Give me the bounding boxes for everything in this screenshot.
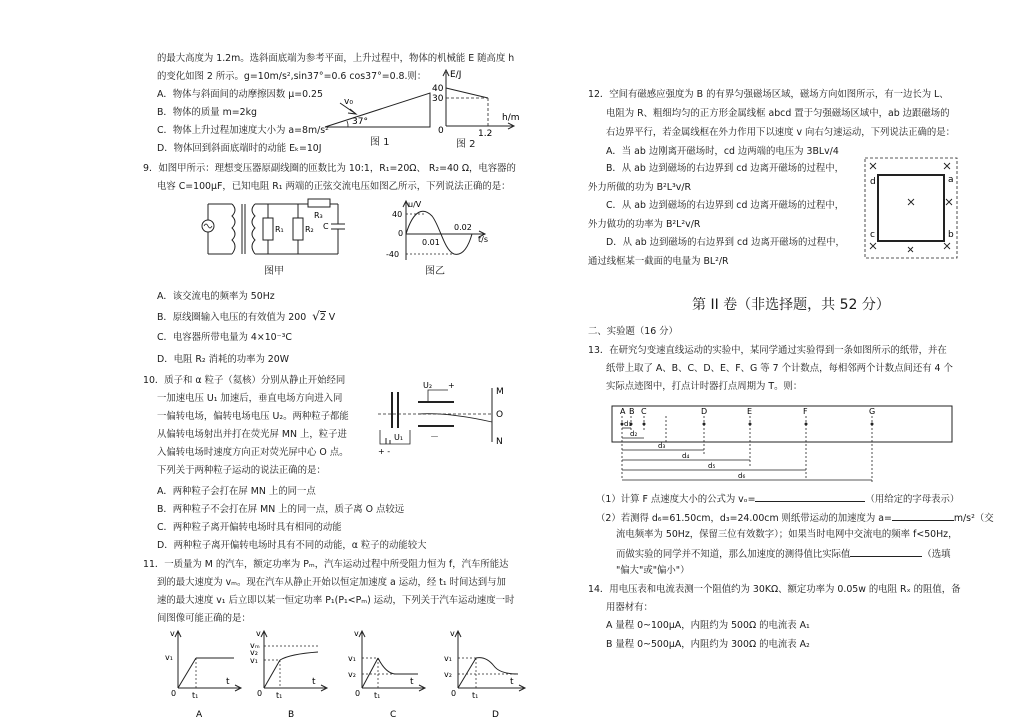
q12-option-c-line1: C．从 ab 边到磁场的右边界到 cd 边离开磁场的过程中， xyxy=(606,200,845,211)
q11-c-label: C xyxy=(390,710,397,720)
q12-line2: 电阻为 R、粗细均匀的正方形金属线框 abcd 置于匀强磁场区域中，ab 边跟磁场的 xyxy=(606,108,950,119)
q10-fig-o: O xyxy=(496,410,504,420)
q11-b-t1: t₁ xyxy=(276,691,283,700)
q11-d-v1: v₁ xyxy=(444,654,452,663)
q8-option-d: D．物体回到斜面底端时的动能 Eₖ=10J xyxy=(157,143,322,154)
q10-fig-u1: U₁ xyxy=(394,433,404,442)
q10-fig-u2: U₂ xyxy=(423,381,433,390)
q8-fig2-origin: 0 xyxy=(438,126,444,136)
q8-fig2-caption: 图 2 xyxy=(456,139,476,150)
q11-a-label: A xyxy=(196,710,203,720)
q11-a-o: 0 xyxy=(171,689,177,698)
q9-option-b-unit: V xyxy=(328,312,336,323)
q12-option-d-line2: 通过线框某一截面的电量为 BL²/R xyxy=(588,256,729,267)
q10-fig-plus: + xyxy=(448,381,455,390)
q10-option-b: B．两种粒子不会打在屏 MN 上的同一点，质子离 O 点较远 xyxy=(157,504,405,515)
q11-line3: 速的最大速度 v₁ 后立即以某一恒定功率 P₁(P₁<Pₘ) 运动，下列关于汽车运动速度一时 xyxy=(157,595,515,606)
q9-wave-y40: 40 xyxy=(392,210,403,219)
tape-point-b: B xyxy=(629,407,635,416)
q8-fig2-x12: 1.2 xyxy=(478,129,493,138)
q11-d-t1: t₁ xyxy=(472,691,479,700)
q11-a-v: v xyxy=(170,629,175,638)
q11-c-t: t xyxy=(410,677,414,687)
q13-sub2-line4: "偏大"或"偏小"） xyxy=(616,565,690,576)
q12-line1: 12．空间有磁感应强度为 B 的有界匀强磁场区域，磁场方向如图所示，有一边长为 L、 xyxy=(588,89,949,100)
q11-a-t: t xyxy=(226,677,230,687)
q11-graph-d xyxy=(440,628,530,723)
q8-option-b: B．物体的质量 m=2kg xyxy=(157,107,257,118)
q10-option-d: D．两种粒子离开偏转电场时具有不同的动能，α 粒子的动能较大 xyxy=(157,540,427,551)
q8-stem-line2: 的变化如图 2 所示。g=10m/s²,sin37°=0.6 cos37°=0.8.则： xyxy=(157,71,427,82)
q10-option-c: C．两种粒子离开偏转电场时具有相同的动能 xyxy=(157,522,342,533)
q13-sub2-text: （2）若测得 d₆=61.50cm，d₃=24.00cm 则纸带运动的加速度为 a= xyxy=(596,513,892,524)
q9-wave-origin: 0 xyxy=(398,229,404,238)
q13-sub2-unit: m/s²（交 xyxy=(953,513,994,524)
q12-fig-c: c xyxy=(870,230,875,240)
q9-fig-r2: R₂ xyxy=(305,225,314,234)
q8-option-c: C．物体上升过程加速度大小为 a=8m/s² xyxy=(157,125,329,136)
q9-option-d: D．电阻 R₂ 消耗的功率为 20W xyxy=(157,354,290,365)
q9-fig-r3: R₃ xyxy=(314,211,323,220)
q12-option-b-line2: 外力所做的功为 B²L³v/R xyxy=(588,182,691,193)
q8-fig2-y30: 30 xyxy=(432,94,444,104)
q11-c-o: 0 xyxy=(355,689,361,698)
q10-line5: 入偏转电场时速度方向正对荧光屏中心 O 点。 xyxy=(157,447,349,458)
q9-wave-xlabel: t/s xyxy=(478,235,488,244)
q13-line2: 纸带上取了 A、B、C、D、E、F、G 等 7 个计数点，每相邻两个计数点间还有 4 个 xyxy=(606,363,953,374)
q11-d-t: t xyxy=(510,677,514,687)
q9-figure-voltage-wave xyxy=(384,198,494,264)
q12-fig-b: b xyxy=(948,230,954,240)
q11-line4: 间图像可能正确的是： xyxy=(157,613,251,624)
q13-sub2-compare-blank[interactable] xyxy=(850,546,922,557)
q11-graph-c xyxy=(344,628,429,723)
tape-d3: d₃ xyxy=(658,442,666,450)
q9-wave-t002: 0.02 xyxy=(454,223,472,232)
q14-line1: 14．用电压表和电流表测一个阻值约为 30KΩ、额定功率为 0.05w 的电阻 Rₓ 的阻值，备 xyxy=(588,584,961,595)
tape-d5: d₅ xyxy=(708,462,716,470)
q12-fig-d: d xyxy=(870,177,876,187)
q10-figure-deflection xyxy=(368,378,518,458)
q13-sub2-accel-blank[interactable] xyxy=(892,510,954,521)
q9-wave-yneg40: -40 xyxy=(386,250,400,259)
tape-d2: d₂ xyxy=(630,430,638,438)
q9-figure-circuit xyxy=(198,196,363,264)
tape-point-f: F xyxy=(803,407,808,416)
q8-fig2-ylabel: E/J xyxy=(450,70,462,80)
q10-option-a: A．两种粒子会打在屏 MN 上的同一点 xyxy=(157,486,316,497)
q14-option-a: A 量程 0~100μA，内阻约为 500Ω 的电流表 A₁ xyxy=(606,620,810,631)
q13-sub1 xyxy=(596,491,959,506)
q13-sub1-text: （1）计算 F 点速度大小的公式为 vₒ= xyxy=(596,494,756,505)
q10-line3: 一偏转电场，偏转电场电压 U₂。两种粒子都能 xyxy=(157,411,349,422)
q13-sub1-answer-blank[interactable] xyxy=(755,491,865,502)
q8-stem-line1: 的最大高度为 1.2m。选斜面底端为参考平面，上升过程中，物体的机械能 E 随高度 h xyxy=(157,53,515,64)
tape-point-e: E xyxy=(747,407,753,416)
tape-d1-small: d₁ xyxy=(624,420,632,428)
q8-option-a: A．物体与斜面间的动摩擦因数 μ=0.25 xyxy=(157,89,323,100)
q8-figure2-graph xyxy=(428,68,528,138)
q12-option-c-line2: 外力做功的功率为 B²L²v/R xyxy=(588,219,701,230)
q9-option-b xyxy=(157,310,335,324)
q10-line6: 下列关于两种粒子运动的说法正确的是： xyxy=(157,465,326,476)
q10-fig-m: M xyxy=(496,387,504,397)
part2-title: 第 II 卷（非选择题，共 52 分） xyxy=(692,297,890,313)
tape-d4: d₄ xyxy=(682,452,690,460)
q11-a-v1: v₁ xyxy=(165,653,173,662)
tape-point-a: A xyxy=(620,407,626,416)
experiment-section-header: 二、实验题（16 分） xyxy=(588,326,678,337)
tape-point-d: D xyxy=(701,407,708,416)
q9-fig-wave-caption: 图乙 xyxy=(425,266,445,277)
q12-option-b-line1: B．从 ab 边到磁场的右边界到 cd 边离开磁场的过程中， xyxy=(606,163,845,174)
q10-fig-pm: + - xyxy=(378,447,391,456)
q11-c-v2: v₂ xyxy=(348,670,356,679)
sqrt-symbol: √ xyxy=(312,309,320,323)
q8-fig1-caption: 图 1 xyxy=(370,137,390,148)
q8-fig1-v0-label: v₀ xyxy=(344,97,353,107)
q11-b-t: t xyxy=(312,677,316,687)
q8-fig2-xlabel: h/m xyxy=(502,113,520,123)
q12-option-a: A．当 ab 边刚离开磁场时，cd 边两端的电压为 3BLv/4 xyxy=(606,146,839,157)
q9-stem-line2: 电容 C=100μF，已知电阻 R₁ 两端的正弦交流电压如图乙所示，下列说法正确的是： xyxy=(157,181,511,192)
q9-option-c: C．电容器所带电量为 4×10⁻³C xyxy=(157,332,292,343)
q11-b-label: B xyxy=(288,710,295,720)
q14-line2: 用器材有： xyxy=(606,602,653,613)
q9-fig-r1: R₁ xyxy=(275,225,284,234)
q9-wave-t001: 0.01 xyxy=(422,238,440,247)
q11-b-o: 0 xyxy=(257,689,263,698)
q11-line2: 到的最大速度为 vₘ。现在汽车从静止开始以恒定加速度 a 运动，经 t₁ 时间达到与加 xyxy=(157,577,506,588)
right-column xyxy=(540,0,1024,723)
q11-b-vm: vₘ xyxy=(250,641,260,650)
q10-fig-n: N xyxy=(496,437,503,447)
q11-c-t1: t₁ xyxy=(374,691,381,700)
q11-c-v: v xyxy=(354,629,359,638)
q9-option-b-radicand: 2 xyxy=(319,312,326,323)
q13-sub2-line1 xyxy=(596,510,994,525)
q11-d-v: v xyxy=(450,629,455,638)
q13-line3: 实际点迹图中，打点计时器打点周期为 T。则： xyxy=(606,381,803,392)
q11-d-o: 0 xyxy=(451,689,457,698)
q11-graph-a xyxy=(160,628,245,723)
q9-option-a: A．该交流电的频率为 50Hz xyxy=(157,291,275,302)
q9-stem-line1: 9．如图甲所示：理想变压器原副线圈的匝数比为 10:1，R₁=20Ω、 R₂=40 Ω，电容器的 xyxy=(143,163,516,174)
q8-fig2-y40: 40 xyxy=(432,84,444,94)
q13-sub2-line3-tail: （选填 xyxy=(922,549,951,560)
q11-line1: 11．一质量为 M 的汽车，额定功率为 Pₘ，汽车运动过程中所受阻力恒为 f，汽车所能达 xyxy=(143,559,509,570)
q9-fig-circuit-caption: 图甲 xyxy=(264,266,284,277)
tape-d6: d₆ xyxy=(738,472,746,480)
q13-sub2-line3 xyxy=(616,546,951,561)
q11-d-v2: v₂ xyxy=(444,670,452,679)
q11-b-v1: v₁ xyxy=(250,656,258,665)
q8-fig1-angle-label: 37° xyxy=(352,117,368,127)
q14-option-b: B 量程 0~500μA，内阻约为 300Ω 的电流表 A₂ xyxy=(606,639,810,650)
q10-line1: 10．质子和 α 粒子（氦核）分别从静止开始经同 xyxy=(143,375,346,386)
q12-option-d-line1: D．从 ab 边到磁场的右边界到 cd 边离开磁场的过程中， xyxy=(606,237,845,248)
q9-option-b-text: B．原线圈输入电压的有效值为 200 xyxy=(157,312,307,323)
q9-wave-ylabel: u/V xyxy=(408,200,422,209)
q11-a-t1: t₁ xyxy=(192,691,199,700)
q13-line1: 13．在研究匀变速直线运动的实验中，某同学通过实验得到一条如图所示的纸带，并在 xyxy=(588,345,947,356)
q11-b-v2: v₂ xyxy=(250,648,258,657)
q13-sub1-tail: （用给定的字母表示） xyxy=(865,494,960,505)
tape-point-g: G xyxy=(869,407,876,416)
q11-b-v: v xyxy=(256,629,261,638)
q10-fig-minus: － xyxy=(430,433,440,443)
tape-point-c: C xyxy=(641,407,647,416)
q10-line4: 从偏转电场射出并打在荧光屏 MN 上，粒子进 xyxy=(157,429,347,440)
q9-fig-c: C xyxy=(323,222,329,231)
q11-graph-b xyxy=(246,628,331,723)
q12-figure-magnetic-field xyxy=(862,155,962,263)
q13-sub2-line3-text: 而做实验的同学并不知道，那么加速度的测得值比实际值 xyxy=(616,549,851,560)
q13-sub2-line2: 流电频率为 50Hz，保留三位有效数字）；如果当时电网中交流电的频率 f<50Hz， xyxy=(616,529,958,540)
q11-c-v1: v₁ xyxy=(348,654,356,663)
q10-line2: 一加速电压 U₁ 加速后，垂直电场方向进入同 xyxy=(157,393,343,404)
q12-line3: 右边界平行，若金属线框在外力作用下以速度 v 向右匀速运动，下列说法正确的是： xyxy=(606,127,956,138)
q12-fig-a: a xyxy=(948,175,954,185)
q13-paper-tape-figure xyxy=(608,402,968,484)
q11-d-label: D xyxy=(492,710,499,720)
